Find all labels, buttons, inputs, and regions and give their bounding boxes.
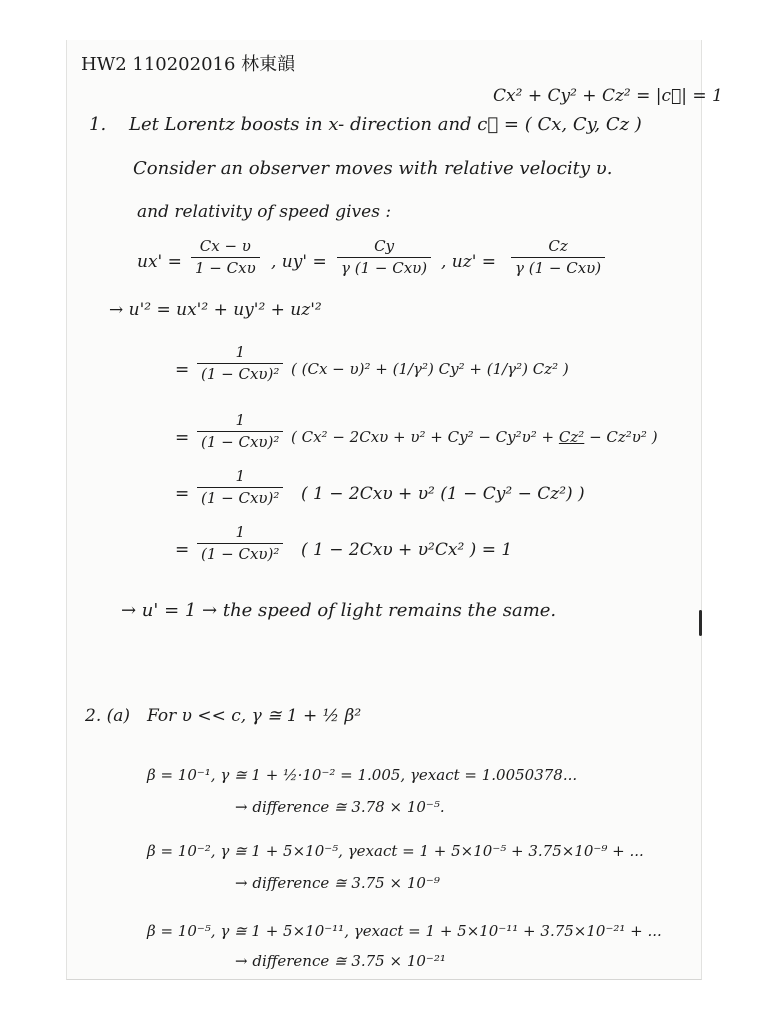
step-4-fraction xyxy=(197,524,283,564)
relativity-text: and relativity of speed gives : xyxy=(137,202,392,222)
page-title: HW2 110202016 林東韻 xyxy=(81,54,296,75)
step-1-equals: = xyxy=(175,360,190,380)
step-3-equals: = xyxy=(175,484,190,504)
norm-condition: Cx² + Cy² + Cz² = |c⃗| = 1 xyxy=(493,86,723,106)
step-2-equals: = xyxy=(175,428,190,448)
step-1-numerator: 1 xyxy=(235,343,245,361)
case-2-difference: → difference ≅ 3.75 × 10⁻⁹ xyxy=(235,874,440,892)
step-1-fraction xyxy=(197,344,283,384)
step-4-denominator: (1 − Cxυ)² xyxy=(197,543,283,563)
problem-2-label: 2. (a) xyxy=(85,706,131,726)
problem-1-number: 1. xyxy=(89,114,107,135)
case-2-line: β = 10⁻², γ ≅ 1 + 5×10⁻⁵, γexact = 1 + 5×10⁻⁵ + 3.75×10⁻⁹ + ... xyxy=(147,842,644,860)
step-2-fraction xyxy=(197,412,283,452)
step-1-expression: ( (Cx − υ)² + (1/γ²) Cy² + (1/γ²) Cz² ) xyxy=(291,360,569,378)
problem-2-approximation: For υ << c, γ ≅ 1 + ½ β² xyxy=(147,706,362,726)
step-2-underlined-term: Cz² xyxy=(558,428,585,446)
uy-fraction xyxy=(337,238,431,278)
step-2-denominator: (1 − Cxυ)² xyxy=(197,431,283,451)
problem-1-conclusion: → u' = 1 → the speed of light remains the same. xyxy=(121,600,557,621)
step-2-numerator: 1 xyxy=(235,411,245,429)
step-4-expression: ( 1 − 2Cxυ + υ²Cx² ) = 1 xyxy=(301,540,513,560)
uz-label: , uz' = xyxy=(441,252,497,272)
step-3-expression: ( 1 − 2Cxυ + υ² (1 − Cy² − Cz²) ) xyxy=(301,484,585,504)
step-4-equals: = xyxy=(175,540,190,560)
step-4-numerator: 1 xyxy=(235,523,245,541)
problem-1-statement: Let Lorentz boosts in x- direction and c⃗ = ( Cx, Cy, Cz ) xyxy=(129,114,642,135)
step-1-denominator: (1 − Cxυ)² xyxy=(197,363,283,383)
step-3-denominator: (1 − Cxυ)² xyxy=(197,487,283,507)
homework-page xyxy=(66,40,723,980)
case-3-line: β = 10⁻⁵, γ ≅ 1 + 5×10⁻¹¹, γexact = 1 + 5×10⁻¹¹ + 3.75×10⁻²¹ + ... xyxy=(147,922,662,940)
step-3-numerator: 1 xyxy=(235,467,245,485)
uz-numerator: Cz xyxy=(548,237,568,255)
uy-numerator: Cy xyxy=(374,237,395,255)
ux-denominator: 1 − Cxυ xyxy=(191,257,260,277)
step-2-expression xyxy=(291,430,658,445)
step-3-fraction xyxy=(197,468,283,508)
uz-fraction xyxy=(511,238,605,278)
case-3-difference: → difference ≅ 3.75 × 10⁻²¹ xyxy=(235,952,446,970)
case-1-difference: → difference ≅ 3.78 × 10⁻⁵. xyxy=(235,798,445,816)
ux-numerator: Cx − υ xyxy=(199,237,251,255)
case-1-line: β = 10⁻¹, γ ≅ 1 + ½·10⁻² = 1.005, γexact = 1.0050378... xyxy=(147,766,578,784)
uy-label: , uy' = xyxy=(271,252,327,272)
observer-text: Consider an observer moves with relative velocity υ. xyxy=(133,158,613,179)
margin-mark xyxy=(699,610,702,636)
ux-fraction xyxy=(191,238,260,278)
step-2-expression-a: ( Cx² − 2Cxυ + υ² + Cy² − Cy²υ² + xyxy=(291,428,559,446)
u-squared-line: → u'² = ux'² + uy'² + uz'² xyxy=(109,300,322,320)
uy-denominator: γ (1 − Cxυ) xyxy=(337,257,431,277)
step-2-expression-b: − Cz²υ² ) xyxy=(584,428,658,446)
uz-denominator: γ (1 − Cxυ) xyxy=(511,257,605,277)
ux-label: ux' = xyxy=(137,252,182,272)
